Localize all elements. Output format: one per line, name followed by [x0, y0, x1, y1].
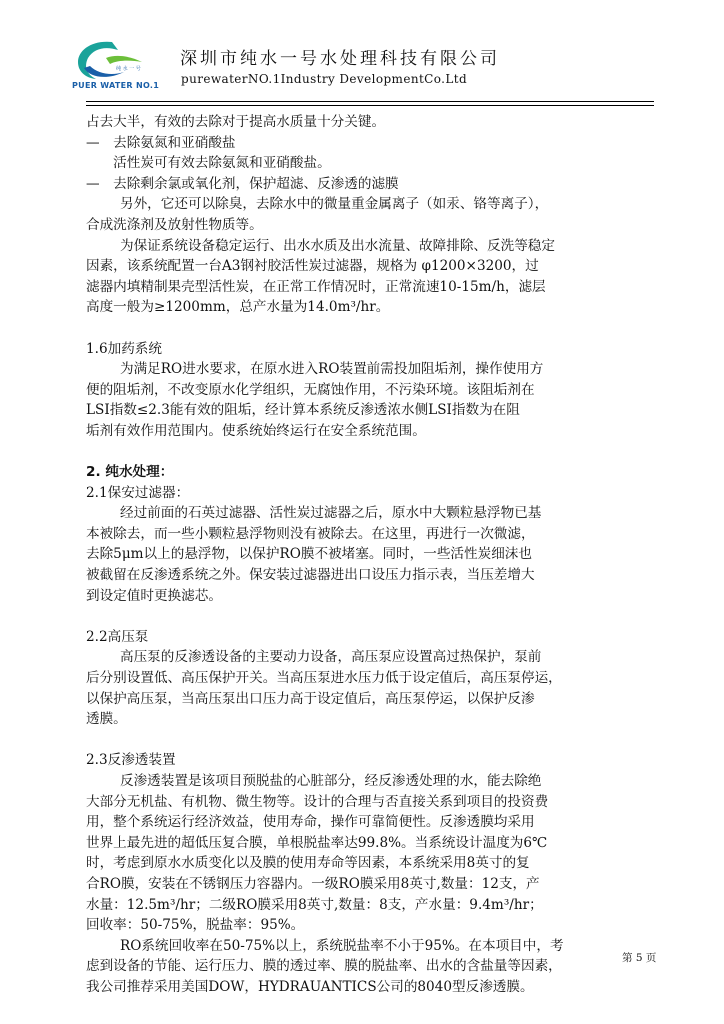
body-line: 滤器内填精制果壳型活性炭，在正常工作情况时，正常流速10-15m/h，滤层 — [86, 278, 546, 295]
body-line: 虑到设备的节能、运行压力、膜的透过率、膜的脱盐率、出水的含盐量等因素， — [86, 958, 562, 975]
body-line: 经过前面的石英过滤器、活性炭过滤器之后，原水中大颗粒悬浮物已基 — [120, 505, 542, 522]
body-line: 我公司推荐采用美国DOW，HYDRAUANTICS公司的8040型反渗透膜。 — [86, 978, 534, 995]
body-line: 高压泵的反渗透设备的主要动力设备，高压泵应设置高过热保护，泵前 — [120, 649, 542, 666]
section-heading: 1.6加药系统 — [86, 340, 162, 357]
body-line: 便的阻垢剂，不改变原水化学组织，无腐蚀作用，不污染环境。该阻垢剂在 — [86, 381, 535, 398]
body-line: 用，整个系统运行经济效益，使用寿命，操作可靠简便性。反渗透膜均采用 — [86, 814, 535, 831]
body-line: 合RO膜，安装在不锈钢压力容器内。一级RO膜采用8英寸,数量：12支，产 — [86, 875, 540, 892]
logo-caption: PUER WATER NO.1 — [72, 81, 160, 90]
document-body — [86, 112, 660, 998]
svg-text:纯 水 一 号: 纯 水 一 号 — [116, 66, 141, 72]
blank-line — [86, 318, 660, 339]
body-line: 因素，该系统配置一台A3钢衬胶活性炭过滤器，规格为 φ1200×3200，过 — [86, 258, 539, 275]
body-line: 反渗透装置是该项目预脱盐的心脏部分，经反渗透处理的水，能去除绝 — [120, 773, 542, 789]
body-line: 去除5μm以上的悬浮物，以保护RO膜不被堵塞。同时，一些活性炭细沫也 — [86, 546, 532, 563]
body-line: 到设定值时更换滤芯。 — [86, 587, 222, 604]
body-line: 本被除去，而一些小颗粒悬浮物则没有被除去。在这里，再进行一次微滤， — [86, 525, 535, 542]
section-heading: 2.3反渗透装置 — [86, 752, 176, 769]
body-line: 为满足RO进水要求，在原水进入RO装置前需投加阻垢剂，操作使用方 — [120, 361, 544, 378]
section-heading: 2.1保安过滤器： — [86, 484, 190, 501]
body-line: RO系统回收率在50-75%以上，系统脱盐率不小于95%。在本项目中，考 — [120, 937, 564, 954]
body-line: 回收率：50-75%，脱盐率：95%。 — [86, 917, 305, 934]
body-line: 后分别设置低、高压保护开关。当高压泵进水压力低于设定值后，高压泵停运， — [86, 670, 562, 687]
body-line: 另外，它还可以除臭，去除水中的微量重金属离子（如汞、铬等离子）， — [120, 196, 549, 213]
blank-line — [86, 606, 660, 627]
body-line: 高度一般为≥1200mm，总产水量为14.0m³/hr。 — [86, 299, 390, 316]
blank-line — [86, 442, 660, 463]
body-line: 活性炭可有效去除氨氮和亚硝酸盐。 — [86, 155, 331, 172]
header-rule-thin — [86, 105, 654, 106]
body-line: 占去大半，有效的去除对于提高水质量十分关键。 — [86, 114, 386, 130]
chapter-heading: 2. 纯水处理： — [86, 464, 174, 481]
body-line: 大部分无机盐、有机物、微生物等。设计的合理与否直接关系到项目的投资费 — [86, 793, 549, 810]
body-line: 垢剂有效作用范围内。使系统始终运行在安全系统范围。 — [86, 422, 426, 439]
page-number: 第 5 页 — [622, 952, 657, 964]
body-line: 世界上最先进的超低压复合膜，单根脱盐率达99.8%。当系统设计温度为6℃ — [86, 834, 548, 851]
body-line: 合成洗涤剂及放射性物质等。 — [86, 216, 263, 233]
body-line: LSI指数≤2.3能有效的阻垢，经计算本系统反渗透浓水侧LSI指数为在阻 — [86, 402, 520, 419]
body-line: 为保证系统设备稳定运行、出水水质及出水流量、故障排除、反洗等稳定 — [120, 237, 555, 254]
body-line: — 去除氨氮和亚硝酸盐 — [86, 134, 236, 151]
header-rule — [86, 101, 654, 102]
body-line: 被截留在反渗透系统之外。保安装过滤器进出口设压力指示表，当压差增大 — [86, 567, 535, 584]
body-line: 以保护高压泵，当高压泵出口压力高于设定值后，高压泵停运，以保护反渗 — [86, 690, 535, 707]
body-line: 透膜。 — [86, 711, 127, 728]
page-header — [0, 0, 724, 110]
company-logo-icon — [72, 38, 152, 86]
body-line: 水量：12.5m³/hr；二级RO膜采用8英寸,数量：8支，产水量：9.4m³/hr； — [86, 896, 543, 913]
body-line: — 去除剩余氯或氧化剂，保护超滤、反渗透的滤膜 — [86, 175, 399, 192]
section-heading: 2.2高压泵 — [86, 628, 149, 645]
body-line: 时，考虑到原水水质变化以及膜的使用寿命等因素，本系统采用8英寸的复 — [86, 855, 530, 872]
company-name-cn: 深圳市纯水一号水处理科技有限公司 — [180, 49, 500, 69]
company-name-en: purewaterNO.1Industry DevelopmentCo.Ltd — [181, 72, 468, 86]
blank-line — [86, 730, 660, 751]
